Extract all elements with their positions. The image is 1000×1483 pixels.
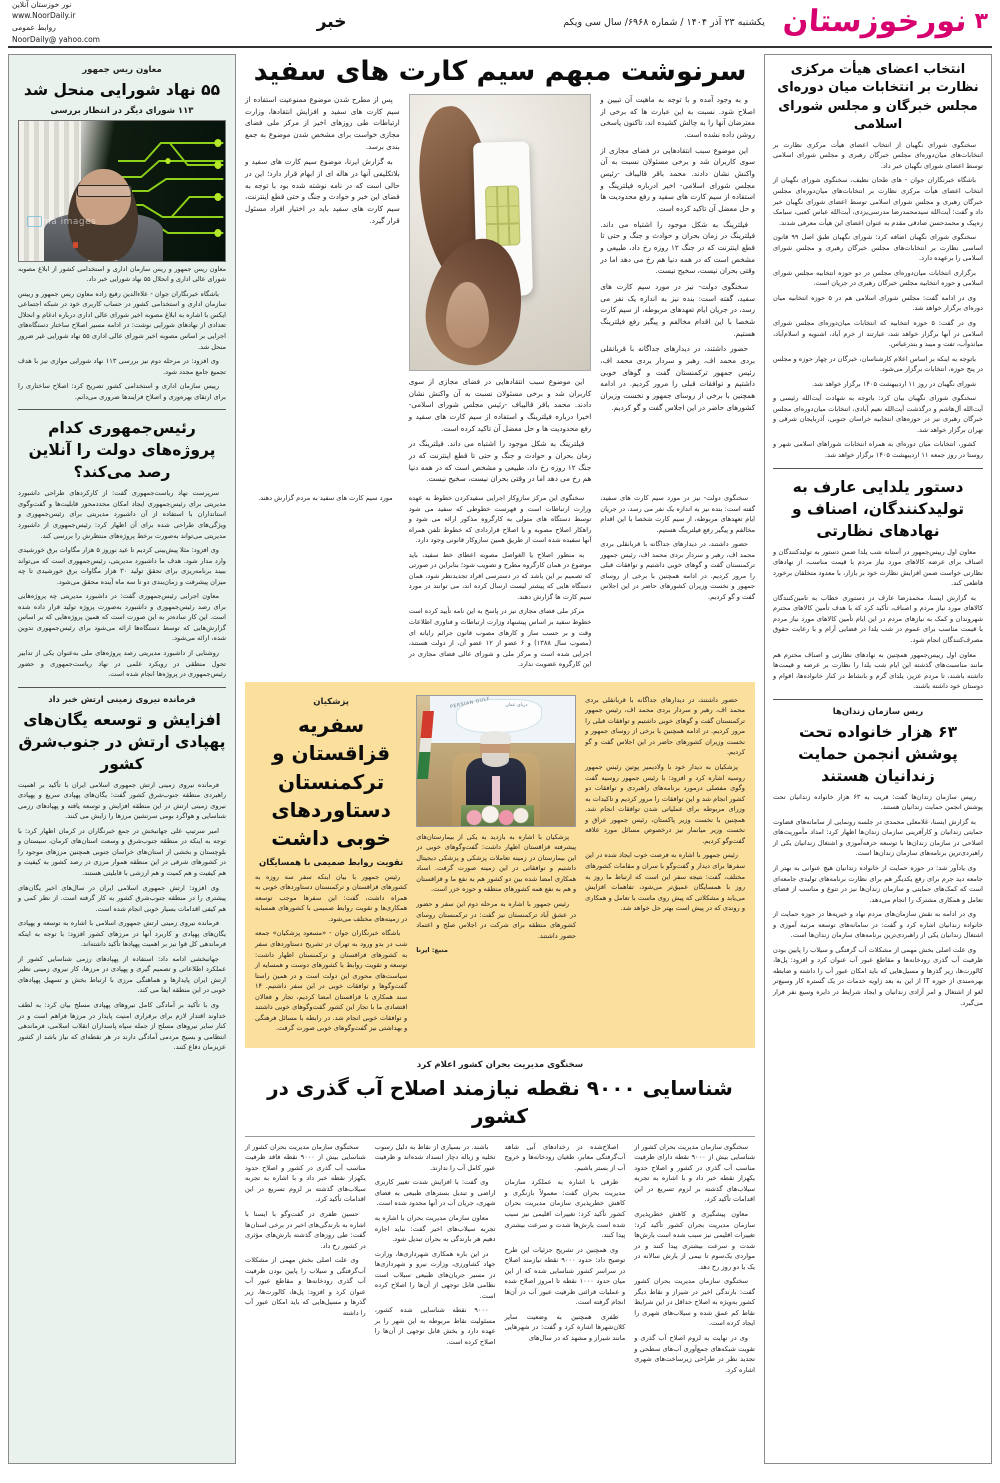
article-prisoner-families xyxy=(773,707,983,1008)
paragraph: حضور داشتند، در دیدارهای جداگانه با قربانقلی بردی محمد اف، رهبر و سردار بردی محمد اف، رئیس جمهور ترکمنستان گفت و گوهای خوبی داشتیم و توافقات قبلی را مرور کردیم. در ادامه همچنین با برخی از روسای جمهور و نخست وزیران کشورهای حاضر در این اجلاس گفت و گو کردیم. xyxy=(585,695,745,757)
paragraph: این موضوع سبب انتقادهایی در فضای مجازی از سوی کاربران شد و برخی مسئولان نسبت به آن واکنش نشان دادند. محمد باقر قالیباف -رئیس مجلس شورای اسلامی- اخیر ادرباره فیلترینگ و استفاده از سیم کارت های سفید و رفع محدودیت ها و حل معضل آن تاکید کرده است. xyxy=(600,145,755,213)
paragraph: باشگاه خبرنگاران جوان - «مسعود پزشکیان» جمعه شب در بدو ورود به تهران در تشریح دستاوردهای سفر به کشورهای قزاقستان و ترکمنستان اظهار داشت: توسعه و تقویت روابط با کشورهای دوست و همسایه از سیاست‌های محوری این دولت است و در همین راستا گفت‌وگوها و توافقات خوبی در این سفر داشتیم. ۱۴ سند همکاری با قزاقستان امضا کردیم، تجار و فعالان اقتصادی ما با تجار این کشور گفت‌وگوهای خوبی داشتند و توافقات خوبی انجام شد. در رابطه با مسائل فرهنگی و بهداشتی نیز گفت‌وگوهای خوبی صورت گرفت. xyxy=(254,929,408,1033)
page-number: ۳ xyxy=(974,9,988,34)
lapel-pin-icon xyxy=(73,242,78,248)
lead-column-a xyxy=(245,94,400,230)
paragraph: معاون اجرایی رئیس‌جمهوری گفت: در داشبورد مدیریتی چه پروژه‌هایی برای رصد رئیس‌جمهوری و داشبورد به‌صورت پروژه تولید قرار داده شده است. این کار ساده‌تر به این صورت است که همین پروژه‌هایی که بر اساس گزارش‌هایی که توسط دستگاه‌ها ارائه می‌شود برای رئیس‌جمهوری تدوین شده، ارائه می‌شود. xyxy=(18,592,226,643)
kicker-drone-units: فرمانده نیروی زمینی ارتش خبر داد xyxy=(48,694,196,705)
paragraph: سخنگوی سازمان مدیریت بحران کشور گفت: بارندگی اخیر در شیراز و نقاط دیگر کشور به‌ویژه به اصلاح حداقل در این شرایط نقاط کم عمق شده و سیلاب‌های شهری را ایجاد کرده است. xyxy=(634,1277,755,1328)
headline-feature: سفریه قزاقستان و ترکمنستان دستاوردهای خوبی داشت xyxy=(271,712,391,851)
headline-lead-story: سرنوشت مبهم سیم کارت های سفید xyxy=(253,56,747,87)
paragraph: فیلترینگ به شکل موجود را اشتباه می داند. فیلترینگ در زمان بحران و حوادث و جنگ و حتی تا قطع اینترنت که در جنگ ۱۲ روزه رخ داد، طبیعی و مشخص است که در همه دنیا هم رخ می دهد اما در وقتی بحران نیست، سخیح نیست. xyxy=(600,219,755,276)
paragraph: امیر سرتیپ علی جهانبخش در جمع خبرنگاران در کرمان اظهار کرد: با توجه به اینکه در منطقه جنوب‌شرق و وسعت استان‌های کرمان، سیستان و بلوچستان و بخشی از استان‌های خراسان جنوبی همچنین مرزهای موجود را در کشورهای شرقی در این منطقه هموار مرزی در رصد کشور به کیفیت و هم کیفیت و هم کمیت و هم ارزشی با قابلیتی هستند. xyxy=(18,826,226,877)
website-url[interactable]: www.NoorDaily.ir xyxy=(12,11,76,21)
paragraph: وی علت اصلی بخش مهمی از مشکلات آب گرفتگی و سیلاب را پایین بودن ظرفیت آب گذری رودخانه‌ها و مقاطع عبور آب عنوان کرد و افزود: پل‌ها، کالورت‌ها، زیر گذرها و مسیل‌هایی که باید امکان عبور آب را داشته و ضابطه بهره‌مندی از حوزه IT از این به بعد زاویه خدمات در یک گستره کار وسیع‌تر لغو از اشتغال و امر آزادی زندانیان و ایجاد شرایط در دایره وسیع نفر فرار می‌گیرد. xyxy=(773,945,984,1007)
headline-prisoner-families: ۶۳ هزار خانواده تحت پوشش انجمن حمایت زندانیان هستند xyxy=(798,722,958,785)
masthead-brand xyxy=(563,4,988,39)
sim-chip-icon xyxy=(485,185,521,246)
water-col-1 xyxy=(634,1142,755,1379)
divider xyxy=(245,1136,755,1137)
paragraph: حضور داشتند، در دیدارهای جداگانه با قربانقلی بردی محمد اف، رهبر و سردار بردی محمد اف، رئیس جمهور ترکمنستان گفت و گوهای خوبی داشتیم و توافقات قبلی را مرور کردیم. در ادامه همچنین با برخی از روسای جمهور و نخست وزیران کشورهای حاضر در این اجلاس گفت و گو کردیم. xyxy=(600,344,755,412)
body-yalda-directive xyxy=(773,547,983,692)
photo-official-portrait xyxy=(18,120,226,262)
masthead xyxy=(8,0,992,48)
page-grid xyxy=(8,54,992,1464)
source-credit: منبع: ایرنا xyxy=(416,946,448,955)
paragraph: جهانبخشی ادامه داد: استفاده از پهپادهای رزمی شناسایی کشور از عملکرد اطلاعاتی و تصمیم گیری و پهپادی در مرزها، کار نیروی زمینی نظیر ارتش ایران پایدارها و هماهنگی مرزی با ارتباط بخش و تسهیل پهپادهای خوبی در این منطقه ایفا می کند. xyxy=(18,954,226,995)
photo-caption-official: معاون ریس جمهور و ریس سازمان اداری و استخدامی کشور از ابلاغ مصوبه شورای عالی اداری و انحلال ۵۵ نهاد شورایی خبر داد. xyxy=(18,265,226,283)
map-label-oman-sea: دریای عمان xyxy=(505,703,528,709)
column-left xyxy=(8,54,236,1464)
paragraph: باشند. در بسیاری از نقاط به دلیل رسوب تخلیه و زباله دچار انسداد شده‌اند و ظرفیت عبور کامل آب را ندارند. xyxy=(374,1142,496,1172)
kicker-feature: پزشکیان xyxy=(313,696,349,707)
headline-drone-units: افزایش و توسعه یگان‌های پهپادی ارتش در جنوب‌شرق کشور xyxy=(18,710,226,773)
paragraph: فیلترینگ به شکل موجود را اشتباه می داند. فیلترینگ در زمان بحران و حوادث و جنگ و حتی تا قطع اینترنت که در جنگ ۱۲ روزه رخ داد، طبیعی و مشخص است که در همه دنیا هم رخ می دهد اما در وقتی بحران نیست، سخیح نیست. xyxy=(408,439,592,484)
paragraph: برگزاری انتخابات میان‌دوره‌ای مجلس در دو حوزه انتخابیه مجلس شورای اسلامی و حوزه انتخابیه مجلس خبرگان رهبری در جریان است. xyxy=(773,268,983,288)
paragraph: وی افزود: ارتش جمهوری اسلامی ایران در سال‌های اخیر یگان‌های پیشتری را در منطقه جنوب‌شرق کشور به کار گرفته است. از نظر کمی و هم کیفی اقدامات بسیار خوبی انجام شده است. xyxy=(18,883,226,913)
website-label: نور خوزستان آنلاین xyxy=(12,0,72,9)
paragraph: رئیس جمهور با اشاره به فرصت خوب ایجاد شده در این سفرها برای دیدار و گفت‌وگو با سران و مقامات کشورهای مختلف، گفت: نتیجه سفر این است که ارتباط ما روز به روز با همسایگان عمیق‌تر می‌شود، تفاهمات افزایش می‌یابد و مشکلاتی که پیش روی ماست با تعامل و همکاری و روندی که در پیش است بهتر حل خواهد شد. xyxy=(585,851,745,913)
paragraph: سرپرست نهاد ریاست‌جمهوری گفت: از کارکردهای طراحی داشبورد مدیریتی برای رئیس‌جمهوری ایجاد امکان محدد‌محور قابلیت‌ها و گفت‌وگوی استانداران با استفاده از آن داشبورد مدیریتی برای رئیس‌جمهوری و ویژگی‌های طراحی شده برای آن اظهار کرد: رئیس‌جمهوری از داشبورد مدیریتی می‌تواند به‌صورت برخط پروژه‌های منتظرش را بررسی کند. xyxy=(18,489,226,540)
lead-cont-c xyxy=(600,493,755,674)
paragraph: معاون اول رییس‌جمهور در آستانه شب یلدا ضمن دستور به تولیدکنندگان و اصناف برای عرضه کالاهای مورد نیاز مردم با قیمت مناسب، از نهادهای نظارتی خواست ضمن افزایش نظارت خود بر بازار، با معدود متخلفان برخورد قاطعی کند. xyxy=(773,547,983,588)
paragraph: در این باره همکاری شهرداری‌ها، وزارت جهاد کشاورزی، وزارت نیرو و شهرداری‌ها در مسیر جریان‌های طبیعی سیلاب است نظامی قابل توجهی از آن‌ها را اصلاح کرده است. xyxy=(374,1249,496,1300)
paragraph: باشگاه خبرنگاران جوان - های طحان نظیف، سخنگوی شورای نگهبان از انتخاب اعضای هیأت مرکزی نظارت بر انتخابات‌های میان‌دوره‌ای مجلس خبرگان رهبری و مجلس شورای اسلامی توسط اعضای شورای نگهبان خبر داد و گفت: آیت‌الله سیدمحمدرضا مدرسی‌یزدی، آیت‌الله عباس کعبی، سیامک ره‌پیک و محمدحسن صادقی مقدم به عنوان اعضای این هیأت معرفی شدند. xyxy=(773,176,983,227)
body-councils-dissolved xyxy=(18,289,226,402)
paragraph: این موضوع سبب انتقادهایی در فضای مجازی از سوی کاربران شد و برخی مسئولان نسبت به آن واکنش نشان دادند. محمد باقر قالیباف -رئیس مجلس شورای اسلامی- اخیرا درباره فیلترینگ و استفاده از سیم کارت های سفید و رفع محدودیت ها و حل معضل آن تاکید کرده است. xyxy=(408,377,592,433)
paragraph: و به وجود آمده و با توجه به ماهیت آن تبیین و اصلاح شود. نسبت به این عبارت ها که برخی از معترضان آنها را به چالش کشیده اند، تاکنون پاسخی روشن داده نشده است. xyxy=(600,95,755,140)
paragraph: پس از مطرح شدن موضوع ممنوعیت استفاده از سیم کارت های سفید و افزایش انتقادها، وزارت ارتباطات طی روزهای اخیر از مرکز ملی فضای مجازی خواست برای مشخص شدن موضوع به جمع بندی برسد. xyxy=(245,95,400,151)
article-election-supervision xyxy=(773,61,983,461)
paragraph: به گزارش ایرنا، موضوع سیم کارت های سفید و بلاتکلیفی آنها در هاله ای از ابهام قرار دارد؛ این در حالی است که در نامه نوشته شده بود با توجه به فضای این خبر و حوادث و جنگ و حتی قطع اینترنت، سیم کارت های سفید باید در اختیار افراد مسئول قرار گیرد. xyxy=(245,157,400,225)
article-yalda-directive xyxy=(773,476,983,692)
lead-cont-a xyxy=(245,493,400,674)
paragraph: وی افزود: مثلا پیش‌بینی کردیم تا عید نوروز ۵ هزار مگاوات برق خورشیدی وارد مدار شود. هدف ما داشبورد مدیریتی، رئیس‌جمهوری است که می‌تواند ببیند برنامه‌ریزی برای تحقق تولید ۳۰ هزار مگاوات برق خورشیدی تا چه میزان پیشرفت و زمان‌بندی دو تا سه ماه آینده محقق می‌شود. xyxy=(18,546,226,586)
paragraph: وی علت اصلی بخش مهمی از مشکلات آب‌گرفتگی و سیلاب را پایین بودن ظرفیت آب گذری رودخانه‌ها و مقاطع عبور آب عنوان کرد و افزود: پل‌ها، کالورت‌ها، زیر گذرها و مسیل‌هایی که باید امکان عبور آب را داشته xyxy=(245,1256,366,1317)
paragraph: ۹۰۰۰ نقطه شناسایی شده کشور، مسئولیت نقاط مربوطه به این شهر را بر عهده دارد و بخش قابل توجهی از آن‌ها را اصلاح کرده است. xyxy=(374,1306,496,1346)
article-project-dashboard xyxy=(18,417,226,679)
paragraph: باشگاه خبرنگاران جوان - علاءالدین رفیع زاده معاون ریس جمهور و رییس سازمان اداری و استخدامی کشور در حساب کاربری خود در شبکه اجتماعی ایکس با اشاره به ابلاغ مصوبه اخیر شورای عالی اداری درباره ادغام و انحلال تعدادی از نهادهای شورایی نوشت: در ادامه مسیر اصلاح ساختار دستگاه‌های اجرایی بر اساس مصوبه اخیر شورای عالی اداری ۵۵ نهاد شورایی غیر ضرور منحل شد. xyxy=(18,289,226,351)
paragraph: حضور داشتند، در دیدارهای جداگانه با قربانقلی بردی محمد اف، رهبر و سردار بردی محمد اف، رئیس جمهور ترکمنستان گفت و گوهای خوبی داشتیم و توافقات قبلی را مرور کردیم. در ادامه همچنین با برخی از روسای جمهور و نخست وزیران کشورهای حاضر در این اجلاس گفت و گو کردیم. xyxy=(600,540,755,601)
divider xyxy=(773,468,983,469)
article-drone-units xyxy=(18,695,226,1053)
masthead-dateline: یکشنبه ۲۳ آذر ۱۴۰۴ / شماره ۶۹۶۸/ سال سی ویکم xyxy=(563,16,765,28)
email-line xyxy=(12,22,100,45)
paragraph: سخنگوی دولت- نیز در مورد سیم کارت های سفید، گفته است: بنده نیز به اندازه یک نفر می رسد، در جریان ایام تعهدهای مربوطه، از سیم کارت شخصا با این اقدام مخالفم و پیگیر رفع فیلترینگ هستیم. xyxy=(600,281,755,338)
headline-election-supervision: انتخاب اعضای هیأت مرکزی نظارت بر انتخابات میان دوره‌ای مجلس خبرگان و مجلس شورای اسلامی xyxy=(777,62,979,133)
email-label: روابط عمومی xyxy=(12,23,56,32)
paragraph: رئیس جمهور با بیان اینکه سفر سه روزه به کشورهای قزاقستان و ترکمنستان دستاوردهای خوبی به همراه داشت، گفت: این سفرها موجب توسعه همکاری‌ها و تقویت روابط صمیمی با کشورهای همسایه در زمینه‌های مختلف می‌شود. xyxy=(254,872,408,923)
paragraph: ظفری همچنین به وضعیت سایر کلان‌شهرها اشاره کرد و گفت: در شهرهایی مانند شیراز و مشهد که در سال‌های xyxy=(504,1312,626,1342)
paragraph: شورای نگهبان در روز ۱۱ اردیبهشت ۱۴۰۵ برگزار خواهد شد. xyxy=(811,379,976,388)
paragraph: وی با تأکید بر آمادگی کامل نیروهای پهپادی مسلح بیان کرد: به لطف خداوند اقتدار لازم برای برقراری امنیت پایدار در مرزها فراهم است و در کنار سایر نیروهای مسلح از جمله سپاه پاسداران انقلاب اسلامی، فرماندهی انتظامی و بسیج مردمی آمادگی دارند در هر نقطه‌ای که نیاز باشد از کشور عزیزمان دفاع کنند. xyxy=(18,1001,226,1052)
feature-col-left xyxy=(585,695,745,1038)
column-right xyxy=(764,54,992,1464)
paragraph: پزشکیان با اشاره به بازدید به یکی از بیمارستان‌های پیشرفته قزاقستان اظهار داشت: گفت‌وگوهای خوبی در این بیمارستان در زمینه تعاملات پزشکی و پزشکی دیجیتال داشتیم و توافقاتی در این زمینه صورت گرفت. اسناد همکاری امضا شده بین دو کشور هم به نفع ما و قزاقستان و هم به نفع همه کشورهای منطقه و حوزه خزر است. xyxy=(416,832,577,894)
paragraph: ظرفی با اشاره به عملکرد سازمان مدیریت بحران گفت: معمولاً بازنگری و کاهش خطرپذیری سازمان مدیریت بحران کشور تأکید کرد: تغییرات اقلیمی نیز سبب شده است بارش‌ها شدت و سرعت بیشتری پیدا کنند. xyxy=(504,1178,626,1240)
kicker-councils-dissolved: معاون ریس جمهور xyxy=(82,65,162,75)
paragraph: به گزارش ایسنا، غلامعلی محمدی در جلسه رونمایی از سامانه‌های قضاوت حمایتی زندانیان و کارآفرینی سازمان زندان‌ها اظهار کرد: امداد مأموریت‌های اصلاحی در سازمان زندان‌ها با توسعه حرفه‌آموزی و اشتغال زندانیان یکی از راهبردی‌ترین برنامه‌های سازمان زندان‌ها است. xyxy=(773,817,983,858)
paragraph: سخنگوی سازمان مدیریت بحران کشور از شناسایی بیش از ۹۰۰۰ نقطه فاقد ظرفیت مناسب آب گذری در کشور و اصلاح حدود یکهزار نقطه خبر داد و با اشاره به تجربه سیلاب‌های گذشته بر لزوم تسریع در این اقدامات تأکید کرد. xyxy=(245,1142,366,1204)
paragraph: کشور، انتخابات میان دوره‌ای به همراه انتخابات شوراهای اسلامی شهر و روستا در روز جمعه ۱۱ اردیبهشت ۱۴۰۵ برگزار خواهد شد. xyxy=(773,440,983,460)
lead-cont-b xyxy=(409,493,592,674)
paragraph: فرمانده نیروی زمینی ارتش جمهوری اسلامی با اشاره به توسعه و پهپادی یگان‌های پهپادی و کاربرد آنها در مرزهای کشور افزود: با توجه به اینکه فرماندهی کل قوا نیز بر اهمیت پهپادها تأکید داشته‌اند. xyxy=(18,919,226,949)
section-title: خبر xyxy=(316,12,347,32)
headline-yalda-directive: دستور یلدایی عارف به تولیدکنندگان، اصناف و نهادهای نظارتی xyxy=(791,477,965,540)
feature-col-right xyxy=(255,695,407,1038)
map-label-persian-gulf: PERSIAN GULF xyxy=(450,697,491,711)
lead-column-c xyxy=(600,94,755,417)
paragraph: معاون پیشگیری و کاهش خطرپذیری سازمان مدیریت بحران کشور تأکید کرد: تغییرات اقلیمی نیز سبب شده است بارش‌ها شدت و سرعت بیشتری پیدا کنند و در مواردی یک‌سوم تا نیمی از بارش سالانه در یک یا دو روز رخ دهد. xyxy=(634,1209,755,1271)
water-col-4 xyxy=(245,1142,366,1379)
kicker-prisoner-families: ریس سازمان زندان‌ها xyxy=(832,706,924,717)
body-drone-units xyxy=(18,780,226,1053)
eyeglasses-icon xyxy=(77,185,133,197)
paragraph: حسین ظفری در گفت‌وگو با ایسنا با اشاره به بارندگی‌های اخیر در برخی استان‌ها گفت: طی روزهای گذشته بارش‌های مؤثری در کشور رخ داد. xyxy=(245,1209,366,1250)
feature-col-mid xyxy=(416,695,576,1038)
photo-president xyxy=(416,695,576,827)
lead-photo-block xyxy=(409,94,592,489)
paragraph: به گزارش ایسنا، محمدرضا عارف در دستوری خطاب به تامین‌کنندگان کالاهای مورد نیاز مردم و اصناف، تأکید کرد که با هدف تأمین کالاهای محترم شهروندان و کمک به نیازهای مردم در این ایام تأمین کالاهای مورد نیاز مردم با قیمت مناسب برای عموم در شب یلدا در فضایی آرام و با رعایت حقوق مصرف‌کنندگان انجام شود. xyxy=(773,593,983,644)
paragraph: سخنگوی دولت- نیز در مورد سیم کارت های سفید، گفته است: بنده نیز به اندازه یک نفر می رسد، در جریان ایام تعهدهای مربوطه، از سیم کارت شخصا با این اقدام مخالفم و پیگیر رفع فیلترینگ هستیم. xyxy=(600,494,755,534)
image-watermark: ma images xyxy=(25,216,96,227)
paragraph: به منظور اصلاح یا الغواصل مصوبه اعطای خط سفید، باید موضوع در همان کارگروه مطرح و تصویب شود؛ بنابراین در صورتی که تصمیم بر این باشد که در دسترسی افراد تجدیدنظر شود، همان دستگاه هایی که پیشتر لیست ارسال کرده اند، می توانند در مورد سیم کارت ها گزارش دهند. xyxy=(408,550,592,601)
paragraph: وی افزود: در مرحله دوم نیز بررسی ۱۱۳ نهاد شورایی موازی نیز با هدف تجمیع جامع مجدد شود. xyxy=(18,357,226,376)
paragraph: وی در ادامه به نقش سازمان‌های مردم نهاد و خیریه‌ها در حوزه حمایت از خانواده زندانیان اشاره کرد و گفت: در سامانه‌های توسعه مرتبه آموزی و اشتغال زندانیان یکی از راهبردی‌ترین برنامه‌های سازمان زندان‌ها است. xyxy=(773,910,983,940)
paragraph: رئیس جمهور با اشاره به مرحله دوم این سفر و حضور در عشق آباد ترکمنستان نیز گفت: در ترکمنستان روسای کشورهای منطقه برای شرکت در اجلاس صلح و اعتماد حضور داشتند. xyxy=(416,900,577,940)
paragraph: سخنگوی سازمان مدیریت بحران کشور از شناسایی بیش از ۹۰۰۰ نقطه دارای ظرفیت مناسب آب گذری در کشور و اصلاح حدود یکهزار نقطه خبر داد و با اشاره به تجربه سیلاب‌های گذشته بر لزوم تسریع در این اقدامات تأکید کرد. xyxy=(634,1142,755,1204)
website-line xyxy=(12,0,100,22)
flower-arrangement xyxy=(461,805,534,826)
body-prisoner-families xyxy=(773,792,983,1008)
divider xyxy=(773,699,983,700)
paragraph: وی گفت: با افزایش شدت تغییر کاربری اراضی و تبدیل بسترهای طبیعی به فضای شهری، جریان آب در آنها محدود شده است. xyxy=(374,1178,496,1208)
paragraph: رییس سازمان زندان‌ها گفت: قریب به ۶۳ هزار خانواده زندانیان تحت پوشش انجمن حمایت زندانیان هستند. xyxy=(773,792,983,812)
headline-project-dashboard: رئیس‌جمهوری کدام پروژه‌های دولت را آنلاین رصد می‌کند؟ xyxy=(28,419,216,482)
article-councils-dissolved xyxy=(18,65,226,402)
paragraph: وی یادآور شد: در حوزه حمایت از خانواده زندانیان هیچ عنوانی به بهتر از جامعه دید جرم برای رفع یکدیگر هم برای نظارت برنامه‌های تولیدی جامعه‌ای است که کمک‌های حمایتی و سازمان زندان‌ها نیز در تنوع و مناسب از فضای تعامل و همکاری مشترک را انجام می‌دهد. xyxy=(773,863,983,904)
paragraph: سخنگوی این مرکز سازوکار اجرایی سفیدکردن خطوط به عهده وزارت ارتباطات است و فهرست خطوطی که سفید می شود توسط دستگاه های متولی به کارگروه مذکور ارائه می شود و راهکار اصلاح مصوبه و یا اصلاح قراردادی که خطوط تلفن همراه آنها سفیده شده است از طریق همین سازوکار قانونی وجود دارد. xyxy=(408,494,592,545)
water-col-3 xyxy=(375,1142,496,1379)
paragraph: رییس سازمان اداری و استخدامی کشور تصریح کرد: اصلاح ساختاری را برای ارتقای بهره‌وری و اصلاح فرایندها ضروری می‌دانم. xyxy=(18,382,226,401)
newspaper-logo: نورخوزستان xyxy=(781,4,968,39)
feature-box-president-trip xyxy=(245,682,755,1048)
paragraph: پزشکیان به دیدار خود با ولادیمیر پوتین رئیس جمهور روسیه اشاره کرد و افزود: با رئیس جمهور روسیه گفت وگوی مفصلی درمورد برنامه‌های راهبردی و توافقات دو کشور انجام شد و این توافقات را مرور کردیم و تاکیدات به وزرای مربوطه برای عملیاتی شدن توافقات انجام شد. همچنین با نخست وزیر پاکستان، رئیس جمهور عراق و نخست وزیر میانمار نیز درخصوص مسائل مورد علاقه گفت‌وگو کردیم. xyxy=(585,763,745,845)
body-election-supervision xyxy=(773,140,983,461)
article-water-passage xyxy=(245,1058,755,1464)
paragraph: معاون سازمان مدیریت بحران با اشاره به تجربه سیلاب‌های اخیر گفت: نباید اجازه دهیم هر بارندگی به بحران تبدیل شود. xyxy=(374,1213,496,1244)
paragraph: باتوجه به اینکه بر اساس اعلام کارشناسان، خبرگان در چهار حوزه و مجلس در پنج حوزه، انتخابات برگزار می‌شود. xyxy=(773,354,983,374)
paragraph: مرکز ملی فضای مجازی نیز در پاسخ به این نامه تأیید کرده است خطوط سفید بر اساس پیشنهاد وزارت ارتباطات و فناوری اطلاعات وقت و بر حسب ساز و کارهای مصوب قانون جرائم رایانه ای (مصوب سال ۱۳۸۸) و ۶ عضو از ۱۲ عضو آن، از دولت هستند، اجرایی شده است و مرکز ملی و شورای عالی فضای مجازی در این کارگروه عضویت ندارد. xyxy=(408,607,592,669)
divider xyxy=(18,687,226,688)
photo-sim-card xyxy=(409,94,592,371)
kicker-water-passage: سخنگوی مدیریت بحران کشور اعلام کرد xyxy=(416,1059,584,1070)
masthead-contact xyxy=(12,0,100,45)
paragraph: وی در نهایت به لزوم اصلاح آب گذری و تقویت شبکه‌های جمع‌آوری آب‌های سطحی و تجدید نظر در طراحی زیرساخت‌های شهری اشاره کرد. xyxy=(634,1333,755,1374)
subhead-councils-dissolved: ۱۱۳ شورای دیگر در انتظار بررسی xyxy=(50,106,194,116)
water-passage-columns xyxy=(245,1142,755,1379)
headline-water-passage: شناسایی ۹۰۰۰ نقطه نیازمند اصلاح آب گذری در کشور xyxy=(267,1075,733,1129)
headline-councils-dissolved: ۵۵ نهاد شورایی منحل شد xyxy=(23,81,221,99)
paragraph: روشنایی از داشبورد مدیریتی رصد پروژه‌های ملی به‌عنوان یکی از تدابیر تحول منطقی در رویکرد علمی در نهاد ریاست‌جمهوری و حضور رئیس‌جمهوری در پروژه‌ها انجام شده است. xyxy=(18,648,226,679)
paragraph: معاون اول رییس‌جمهور همچنین به نهادهای نظارتی و اصناف محترم هم مانند مناسبت‌های گذشته این ایام شب یلدا را نظارت بر عرضه و قیمت‌ها داشته باشند، تا مردم عزیز، یلدای گرم و بانشاط در کنار خانواده‌ها، اقوام و دوستان خود داشته باشند. xyxy=(773,650,983,691)
divider xyxy=(18,409,226,410)
paragraph: وی در گفت: ۵ حوزه انتخابیه که انتخابات میان‌دوره‌ای مجلس شورای اسلامی در آنها برگزار خواهد شد، عبارتند از خرم آباد، اشنویه و اسلام‌آباد، میاندوآب، تفت و میبد و بندرعباس. xyxy=(773,319,983,349)
paragraph: وی همچنین در تشریح جزئیات این طرح توضیح داد: حدود ۹۰۰۰ نقطه نیازمند اصلاح در سراسر کشور شناسایی شده که از این میان حدود ۱۰۰۰ نقطه تا امروز اصلاح شده و عملیات قرائتی ظرفیت عبور آب در آن‌ها انجام گرفته است. xyxy=(504,1245,626,1307)
paragraph: اصلاح‌شده در رخدادهای آبی شاهد آب‌گرفتگی معابر، طغیان رودخانه‌ها و خروج آب از بستر باشیم. xyxy=(504,1142,626,1172)
paragraph: مورد سیم کارت های سفید به مردم گزارش دهند. xyxy=(258,494,393,502)
email-address[interactable]: NoorDaily@ yahoo.com xyxy=(12,34,100,44)
paragraph: سخنگوی شورای نگهبان از انتخاب اعضای هیأت مرکزی نظارت بر انتخابات‌های میان‌دوره‌ای مجلس خبرگان رهبری و مجلس شورای اسلامی توسط اعضای شورای نگهبان خبر داد. xyxy=(773,140,983,170)
paragraph: فرمانده نیروی زمینی ارتش جمهوری اسلامی ایران با تأکید بر اهمیت راهبردی منطقه جنوب‌شرق کشور گفت: یگان‌های پهپادی سریع و پهپادی نیروی زمینی ارتش در این منطقه افزایش و توسعه یافته و پهپادهای رزمی شناسایی و هواگرد بومی سرنشین مرزها را زایش می کنند. xyxy=(18,780,226,821)
subhead-feature: تقویت روابط صمیمی با همسایگان xyxy=(259,857,404,868)
water-col-2 xyxy=(505,1142,626,1379)
paragraph: سخنگوی شورای نگهبان بیان کرد: باتوجه به شهادت آیت‌الله رئیسی و آیت‌الله آل‌هاشم و درگذشت آیت‌الله نعیم آبادی، انتخابات میان‌دوره‌ای مجلس خبرگان رهبری نیز در حوزه‌های انتخابیه خراسان جنوبی، آذربایجان شرقی و تهران برگزار خواهد شد. xyxy=(773,394,983,434)
paragraph: وی در ادامه گفت: مجلس شورای اسلامی هم در ۵ حوزه انتخابیه میان دوره‌ای برگزار خواهد شد. xyxy=(773,293,983,313)
body-project-dashboard xyxy=(18,488,226,679)
column-middle xyxy=(236,54,764,1464)
paragraph: سخنگوی شورای نگهبان اضافه کرد: شورای نگهبان طبق اصل ۹۹ قانون اساسی نظارت بر انتخابات‌های مجلس خبرگان رهبری و مجلس شورای اسلامی را برعهده دارد. xyxy=(773,233,983,263)
lead-continuation xyxy=(245,493,755,674)
